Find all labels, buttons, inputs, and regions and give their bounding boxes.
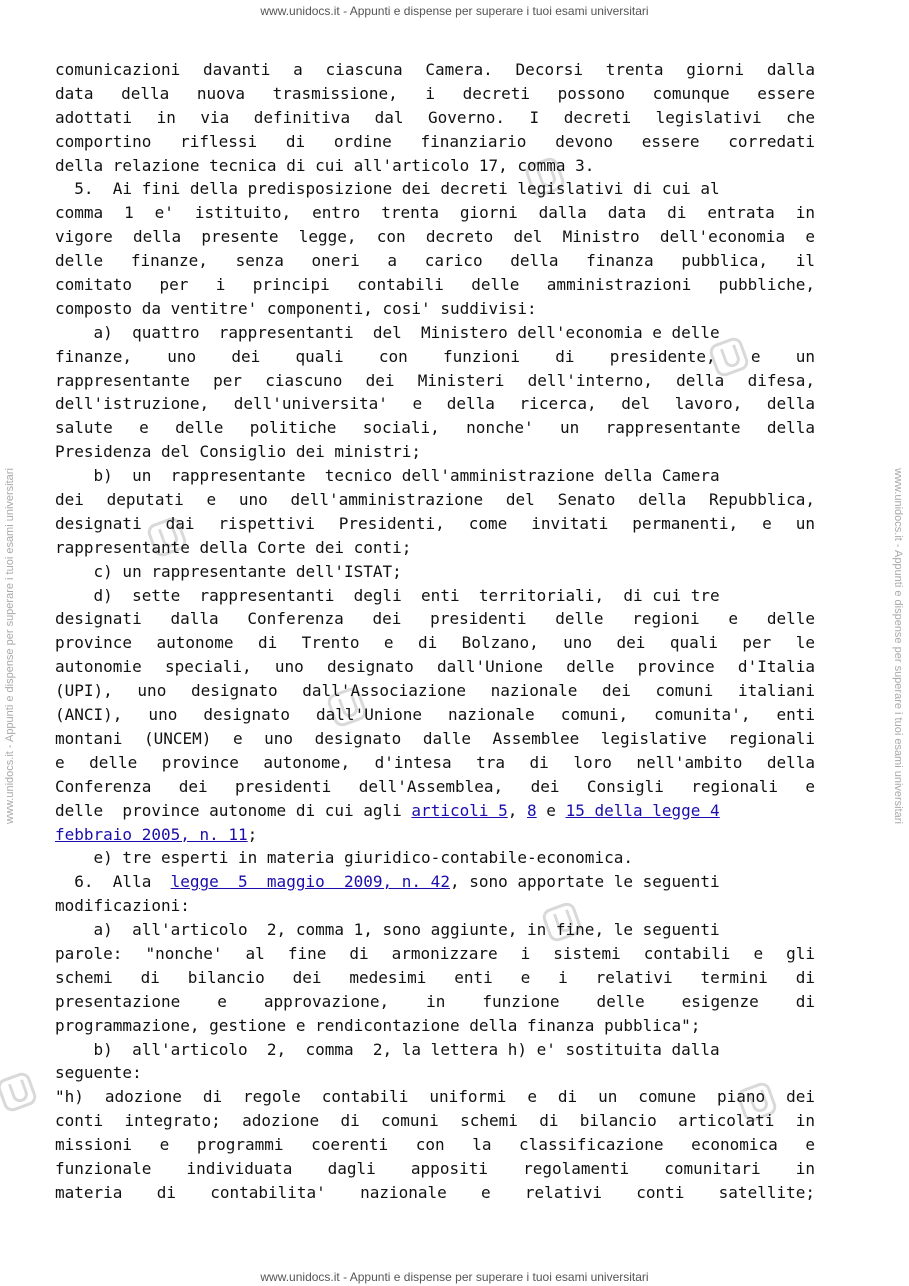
text-line — [55, 870, 815, 894]
text-line — [55, 823, 815, 847]
text-segment: 6. Alla — [55, 872, 171, 892]
text-line: e) tre esperti in materia giuridico-contabile-economica. — [55, 848, 633, 868]
text-line: 5. Ai fini della predisposizione dei decreti legislativi di cui al — [55, 179, 720, 199]
text-line: c) un rappresentante dell'ISTAT; — [55, 561, 402, 581]
text-line: dei deputati e uno dell'amministrazione del Senato della Repubblica, — [55, 490, 815, 510]
text-line: comma 1 e' istituito, entro trenta giorni dalla data di entrata in — [55, 203, 815, 223]
text-line: montani (UNCEM) e uno designato dalle Assemblee legislative regionali — [55, 728, 815, 748]
text-line: modificazioni: — [55, 896, 190, 916]
text-segment: e — [536, 800, 566, 820]
text-line: rappresentante per ciascuno dei Ministeri dell'interno, della difesa, — [55, 370, 815, 390]
text-line: adottati in via definitiva dal Governo. I decreti legislativi che — [55, 107, 815, 127]
page-footer-watermark: www.unidocs.it - Appunti e dispense per superare i tuoi esami universitari — [260, 1270, 649, 1284]
page-header-watermark: www.unidocs.it - Appunti e dispense per superare i tuoi esami universitari — [260, 4, 649, 18]
text-line — [55, 799, 815, 823]
text-line: comportino riflessi di ordine finanziario devono essere corredati — [55, 131, 815, 151]
text-line: (UPI), uno designato dall'Associazione nazionale dei comuni italiani — [55, 681, 815, 701]
text-line: a) quattro rappresentanti del Ministero dell'economia e delle — [55, 322, 720, 342]
text-line: conti integrato; adozione di comuni schemi di bilancio articolati in — [55, 1111, 815, 1131]
text-line: rappresentante della Corte dei conti; — [55, 537, 412, 557]
text-line: designati dalla Conferenza dei presidenti delle regioni e delle — [55, 609, 815, 629]
logo-watermark-icon — [0, 1070, 39, 1114]
text-line: comitato per i principi contabili delle amministrazioni pubbliche, — [55, 275, 815, 295]
text-line: parole: "nonche' al fine di armonizzare i sistemi contabili e gli — [55, 943, 815, 963]
text-line: comunicazioni davanti a ciascuna Camera. Decorsi trenta giorni dalla — [55, 60, 815, 79]
text-line: designati dai rispettivi Presidenti, come invitati permanenti, e un — [55, 513, 815, 533]
text-line: a) all'articolo 2, comma 1, sono aggiunte, in fine, le seguenti — [55, 920, 720, 940]
text-line: programmazione, gestione e rendicontazione della finanza pubblica"; — [55, 1015, 701, 1035]
text-line: della relazione tecnica di cui all'articolo 17, comma 3. — [55, 155, 595, 175]
text-line: d) sette rappresentanti degli enti territoriali, di cui tre — [55, 585, 720, 605]
text-line: presentazione e approvazione, in funzione delle esigenze di — [55, 991, 815, 1011]
text-line: dell'istruzione, dell'universita' e della ricerca, del lavoro, della — [55, 394, 815, 414]
text-line: e delle province autonome, d'intesa tra di loro nell'ambito della — [55, 752, 815, 772]
text-segment: ; — [247, 824, 258, 844]
text-line: salute e delle politiche sociali, nonche' un rappresentante della — [55, 418, 815, 438]
text-segment: , sono apportate le seguenti — [449, 872, 720, 892]
link-legge-4-febbraio-2005[interactable]: febbraio 2005, n. 11 — [55, 824, 248, 844]
text-line: province autonome di Trento e di Bolzano, uno dei quali per le — [55, 633, 815, 653]
text-line: b) un rappresentante tecnico dell'amministrazione della Camera — [55, 466, 720, 486]
text-line: b) all'articolo 2, comma 2, la lettera h) e' sostituita dalla — [55, 1039, 720, 1059]
text-line: materia di contabilita' nazionale e relativi conti satellite; — [55, 1182, 815, 1202]
text-segment: , — [507, 800, 528, 820]
link-legge-5-maggio-2009[interactable]: legge 5 maggio 2009, n. 42 — [170, 872, 450, 892]
text-line: data della nuova trasmissione, i decreti possono comunque essere — [55, 83, 815, 103]
text-line: vigore della presente legge, con decreto del Ministro dell'economia e — [55, 227, 815, 247]
text-line: (ANCI), uno designato dall'Unione nazionale comuni, comunita', enti — [55, 705, 815, 725]
text-line: missioni e programmi coerenti con la classificazione economica e — [55, 1135, 815, 1155]
text-line: finanze, uno dei quali con funzioni di presidente, e un — [55, 346, 815, 366]
text-line: Presidenza del Consiglio dei ministri; — [55, 442, 422, 462]
text-line: funzionale individuata dagli appositi regolamenti comunitari in — [55, 1158, 815, 1178]
text-line: delle finanze, senza oneri a carico della finanza pubblica, il — [55, 251, 815, 271]
document-body — [55, 58, 815, 1205]
text-line: Conferenza dei presidenti dell'Assemblea, dei Consigli regionali e — [55, 776, 815, 796]
text-line: schemi di bilancio dei medesimi enti e i relativi termini di — [55, 967, 815, 987]
text-segment: delle province autonome di cui agli — [55, 800, 412, 820]
text-line: seguente: — [55, 1063, 142, 1083]
right-side-watermark: www.unidocs.it - Appunti e dispense per superare i tuoi esami universitari — [892, 468, 904, 824]
link-articoli-5[interactable]: articoli 5 — [411, 800, 508, 820]
link-articolo-8[interactable]: 8 — [527, 800, 537, 820]
link-articolo-15-legge[interactable]: 15 della legge 4 — [565, 800, 720, 820]
text-line: composto da ventitre' componenti, cosi' suddivisi: — [55, 298, 537, 318]
text-line: autonomie speciali, uno designato dall'Unione delle province d'Italia — [55, 657, 815, 677]
left-side-watermark: www.unidocs.it - Appunti e dispense per superare i tuoi esami universitari — [4, 468, 16, 824]
text-line: "h) adozione di regole contabili uniformi e di un comune piano dei — [55, 1087, 815, 1107]
